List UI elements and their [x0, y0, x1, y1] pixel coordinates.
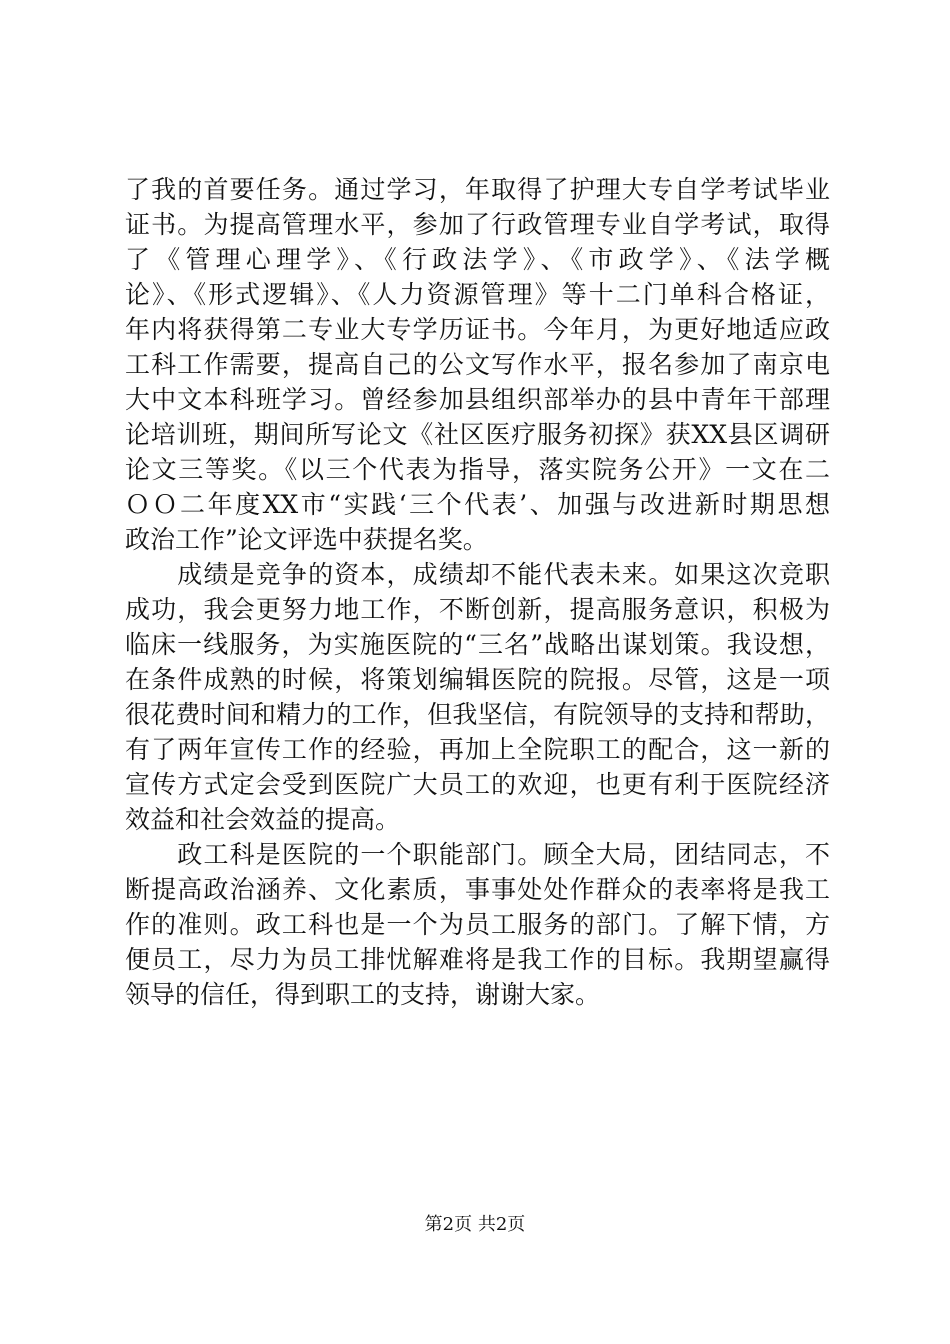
text-line: 大中文本科班学习。曾经参加县组织部举办的县中青年干部理: [125, 385, 830, 414]
text-line: 论培训班，期间所写论文《社区医疗服务初探》获XX县区调研: [125, 420, 830, 449]
text-line: 效益和社会效益的提高。: [125, 805, 401, 834]
text-line: 领导的信任，得到职工的支持，谢谢大家。: [125, 980, 601, 1009]
page-footer: 第2页 共2页: [424, 1214, 526, 1235]
text-line: 论》、《形式逻辑》、《人力资源管理》等十二门单科合格证，: [125, 280, 830, 309]
text-line: 年内将获得第二专业大专学历证书。今年月，为更好地适应政: [125, 315, 830, 344]
text-line: 断提高政治涵养、文化素质，事事处处作群众的表率将是我工: [125, 875, 830, 904]
text-line: 了我的首要任务。通过学习，年取得了护理大专自学考试毕业: [125, 175, 830, 204]
text-line: 工科工作需要，提高自己的公文写作水平，报名参加了南京电: [125, 350, 830, 379]
text-line: 宣传方式定会受到医院广大员工的欢迎，也更有利于医院经济: [125, 770, 830, 799]
text-line: ＯＯ二年度XX市“实践‘三个代表’、加强与改进新时期思想: [125, 490, 830, 519]
text-line: 论文三等奖。《以三个代表为指导，落实院务公开》一文在二: [125, 455, 830, 484]
text-line: 很花费时间和精力的工作，但我坚信，有院领导的支持和帮助，: [125, 700, 830, 729]
text-line: 成功，我会更努力地工作，不断创新，提高服务意识，积极为: [125, 595, 830, 624]
body-text: [125, 172, 830, 1012]
text-line: 成绩是竞争的资本，成绩却不能代表未来。如果这次竞职: [125, 560, 830, 589]
text-line: 政工科是医院的一个职能部门。顾全大局，团结同志，不: [125, 840, 830, 869]
text-line: 临床一线服务，为实施医院的“三名”战略出谋划策。我设想，: [125, 630, 830, 659]
text-line: 了《管理心理学》、《行政法学》、《市政学》、《法学概: [125, 245, 830, 274]
text-line: 作的准则。政工科也是一个为员工服务的部门。了解下情，方: [125, 910, 830, 939]
text-line: 便员工，尽力为员工排忧解难将是我工作的目标。我期望赢得: [125, 945, 830, 974]
text-line: 有了两年宣传工作的经验，再加上全院职工的配合，这一新的: [125, 735, 830, 764]
text-line: 政治工作”论文评选中获提名奖。: [125, 525, 488, 554]
text-line: 在条件成熟的时候，将策划编辑医院的院报。尽管，这是一项: [125, 665, 830, 694]
text-line: 证书。为提高管理水平，参加了行政管理专业自学考试，取得: [125, 210, 830, 239]
